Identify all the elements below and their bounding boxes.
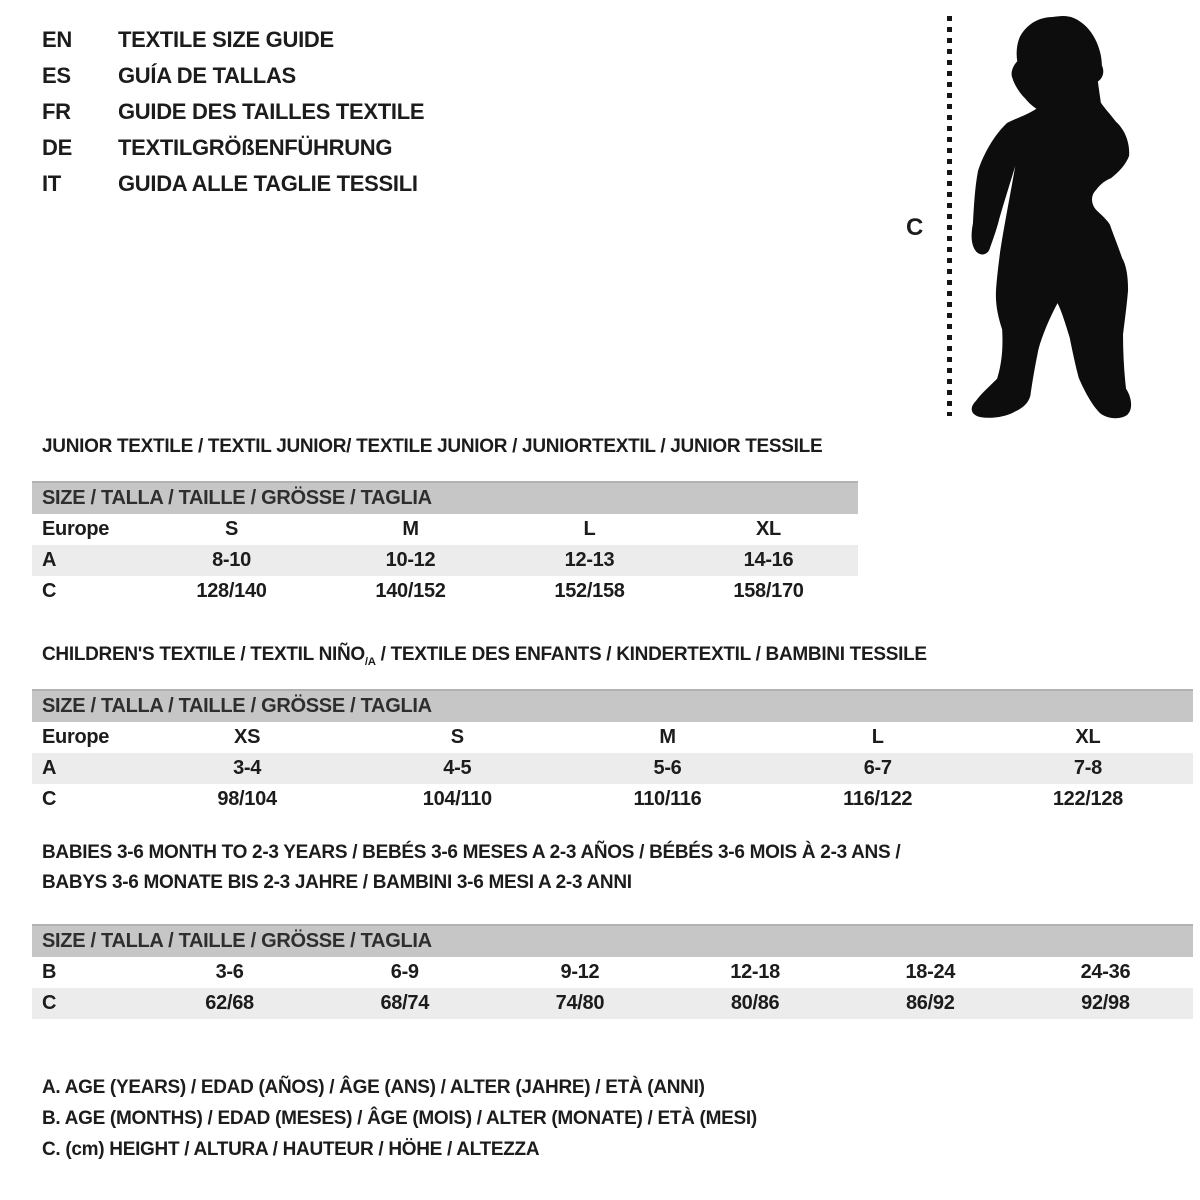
row-label: Europe <box>42 518 110 540</box>
lang-title-fr: GUIDE DES TAILLES TEXTILE <box>118 99 425 124</box>
lang-row-it <box>42 166 424 202</box>
height-cell: 62/68 <box>205 992 254 1014</box>
lang-row-de <box>42 130 424 166</box>
toddler-silhouette-image <box>963 12 1141 420</box>
size-cell: XL <box>1075 726 1101 748</box>
months-cell: 18-24 <box>905 961 956 983</box>
months-cell: 12-18 <box>730 961 780 983</box>
lang-row-fr <box>42 94 424 130</box>
babies-row-height <box>32 988 1193 1019</box>
children-title-suffix: / TEXTILE DES ENFANTS / KINDERTEXTIL / BAMBINI TESSILE <box>375 644 927 665</box>
babies-section-title-line2: BABYS 3-6 MONATE BIS 2-3 JAHRE / BAMBINI 3-6 MESI A 2-3 ANNI <box>42 872 632 893</box>
babies-section-title-line1: BABIES 3-6 MONTH TO 2-3 YEARS / BEBÉS 3-6 MESES A 2-3 AÑOS / BÉBÉS 3-6 MOIS À 2-3 ANS / <box>42 842 901 863</box>
months-cell: 3-6 <box>215 961 244 983</box>
legend-line-b: B. AGE (MONTHS) / EDAD (MESES) / ÂGE (MOIS) / ALTER (MONATE) / ETÀ (MESI) <box>42 1107 757 1129</box>
height-cell: 86/92 <box>905 992 955 1014</box>
lang-code-de: DE <box>42 135 72 160</box>
lang-code-it: IT <box>42 171 61 196</box>
height-cell: 152/158 <box>554 580 625 602</box>
height-cell: 98/104 <box>217 788 277 810</box>
height-cell: 104/110 <box>422 788 492 810</box>
size-cell: S <box>450 726 464 748</box>
lang-code-fr: FR <box>42 99 71 124</box>
children-row-age <box>32 753 1193 784</box>
babies-size-header-bar: SIZE / TALLA / TAILLE / GRÖSSE / TAGLIA <box>32 924 1193 957</box>
row-label: C <box>42 580 57 602</box>
age-cell: 7-8 <box>1073 757 1102 779</box>
size-cell: XL <box>756 518 781 540</box>
height-cell: 80/86 <box>730 992 780 1014</box>
age-cell: 5-6 <box>653 757 682 779</box>
lang-row-es <box>42 58 424 94</box>
months-cell: 6-9 <box>390 961 419 983</box>
lang-title-en: TEXTILE SIZE GUIDE <box>118 27 334 52</box>
height-cell: 158/170 <box>733 580 804 602</box>
junior-row-europe <box>32 514 858 545</box>
size-cell: S <box>224 518 239 540</box>
figure-measure-label: C <box>906 214 924 241</box>
size-cell: XS <box>234 726 261 748</box>
children-size-header-bar: SIZE / TALLA / TAILLE / GRÖSSE / TAGLIA <box>32 689 1193 722</box>
height-cell: 110/116 <box>633 788 702 810</box>
row-label: A <box>42 549 57 571</box>
babies-size-table <box>32 924 1193 1019</box>
height-cell: 92/98 <box>1081 992 1130 1014</box>
months-cell: 24-36 <box>1080 961 1131 983</box>
lang-code-es: ES <box>42 63 71 88</box>
lang-title-de: TEXTILGRÖßENFÜHRUNG <box>118 135 393 160</box>
lang-row-en <box>42 22 424 58</box>
babies-row-months <box>32 957 1193 988</box>
lang-title-it: GUIDA ALLE TAGLIE TESSILI <box>118 171 418 196</box>
children-title-prefix: CHILDREN'S TEXTILE / TEXTIL NIÑO <box>42 644 365 665</box>
height-measure-dotted-line <box>947 16 952 416</box>
size-cell: M <box>402 518 419 540</box>
size-cell: L <box>871 726 884 748</box>
children-row-height <box>32 784 1193 815</box>
children-row-europe <box>32 722 1193 753</box>
children-size-table <box>32 689 1193 815</box>
row-label: B <box>42 961 57 983</box>
row-label: C <box>42 788 57 810</box>
height-cell: 140/152 <box>375 580 446 602</box>
height-cell: 74/80 <box>555 992 605 1014</box>
age-cell: 14-16 <box>743 549 794 571</box>
junior-size-table <box>32 481 858 607</box>
junior-row-height <box>32 576 858 607</box>
age-cell: 8-10 <box>212 549 251 571</box>
row-label: A <box>42 757 57 779</box>
size-cell: L <box>583 518 596 540</box>
size-cell: M <box>659 726 676 748</box>
age-cell: 3-4 <box>233 757 262 779</box>
legend-block <box>42 1072 757 1165</box>
height-cell: 122/128 <box>1052 788 1124 810</box>
height-cell: 116/122 <box>843 788 913 810</box>
age-cell: 10-12 <box>385 549 436 571</box>
row-label: Europe <box>42 726 110 748</box>
children-title-subscript: /A <box>364 655 376 668</box>
age-cell: 12-13 <box>564 549 615 571</box>
months-cell: 9-12 <box>560 961 600 983</box>
row-label: C <box>42 992 57 1014</box>
junior-size-header-bar: SIZE / TALLA / TAILLE / GRÖSSE / TAGLIA <box>32 481 858 514</box>
lang-code-en: EN <box>42 27 72 52</box>
legend-line-c: C. (cm) HEIGHT / ALTURA / HAUTEUR / HÖHE / ALTEZZA <box>42 1138 540 1160</box>
age-cell: 6-7 <box>863 757 892 779</box>
legend-line-a: A. AGE (YEARS) / EDAD (AÑOS) / ÂGE (ANS) / ALTER (JAHRE) / ETÀ (ANNI) <box>42 1076 705 1098</box>
height-cell: 128/140 <box>196 580 267 602</box>
junior-row-age <box>32 545 858 576</box>
children-section-title <box>42 644 927 668</box>
height-cell: 68/74 <box>380 992 430 1014</box>
age-cell: 4-5 <box>443 757 472 779</box>
language-title-block <box>42 22 424 202</box>
junior-section-title: JUNIOR TEXTILE / TEXTIL JUNIOR/ TEXTILE JUNIOR / JUNIORTEXTIL / JUNIOR TESSILE <box>42 436 823 457</box>
lang-title-es: GUÍA DE TALLAS <box>118 63 296 88</box>
